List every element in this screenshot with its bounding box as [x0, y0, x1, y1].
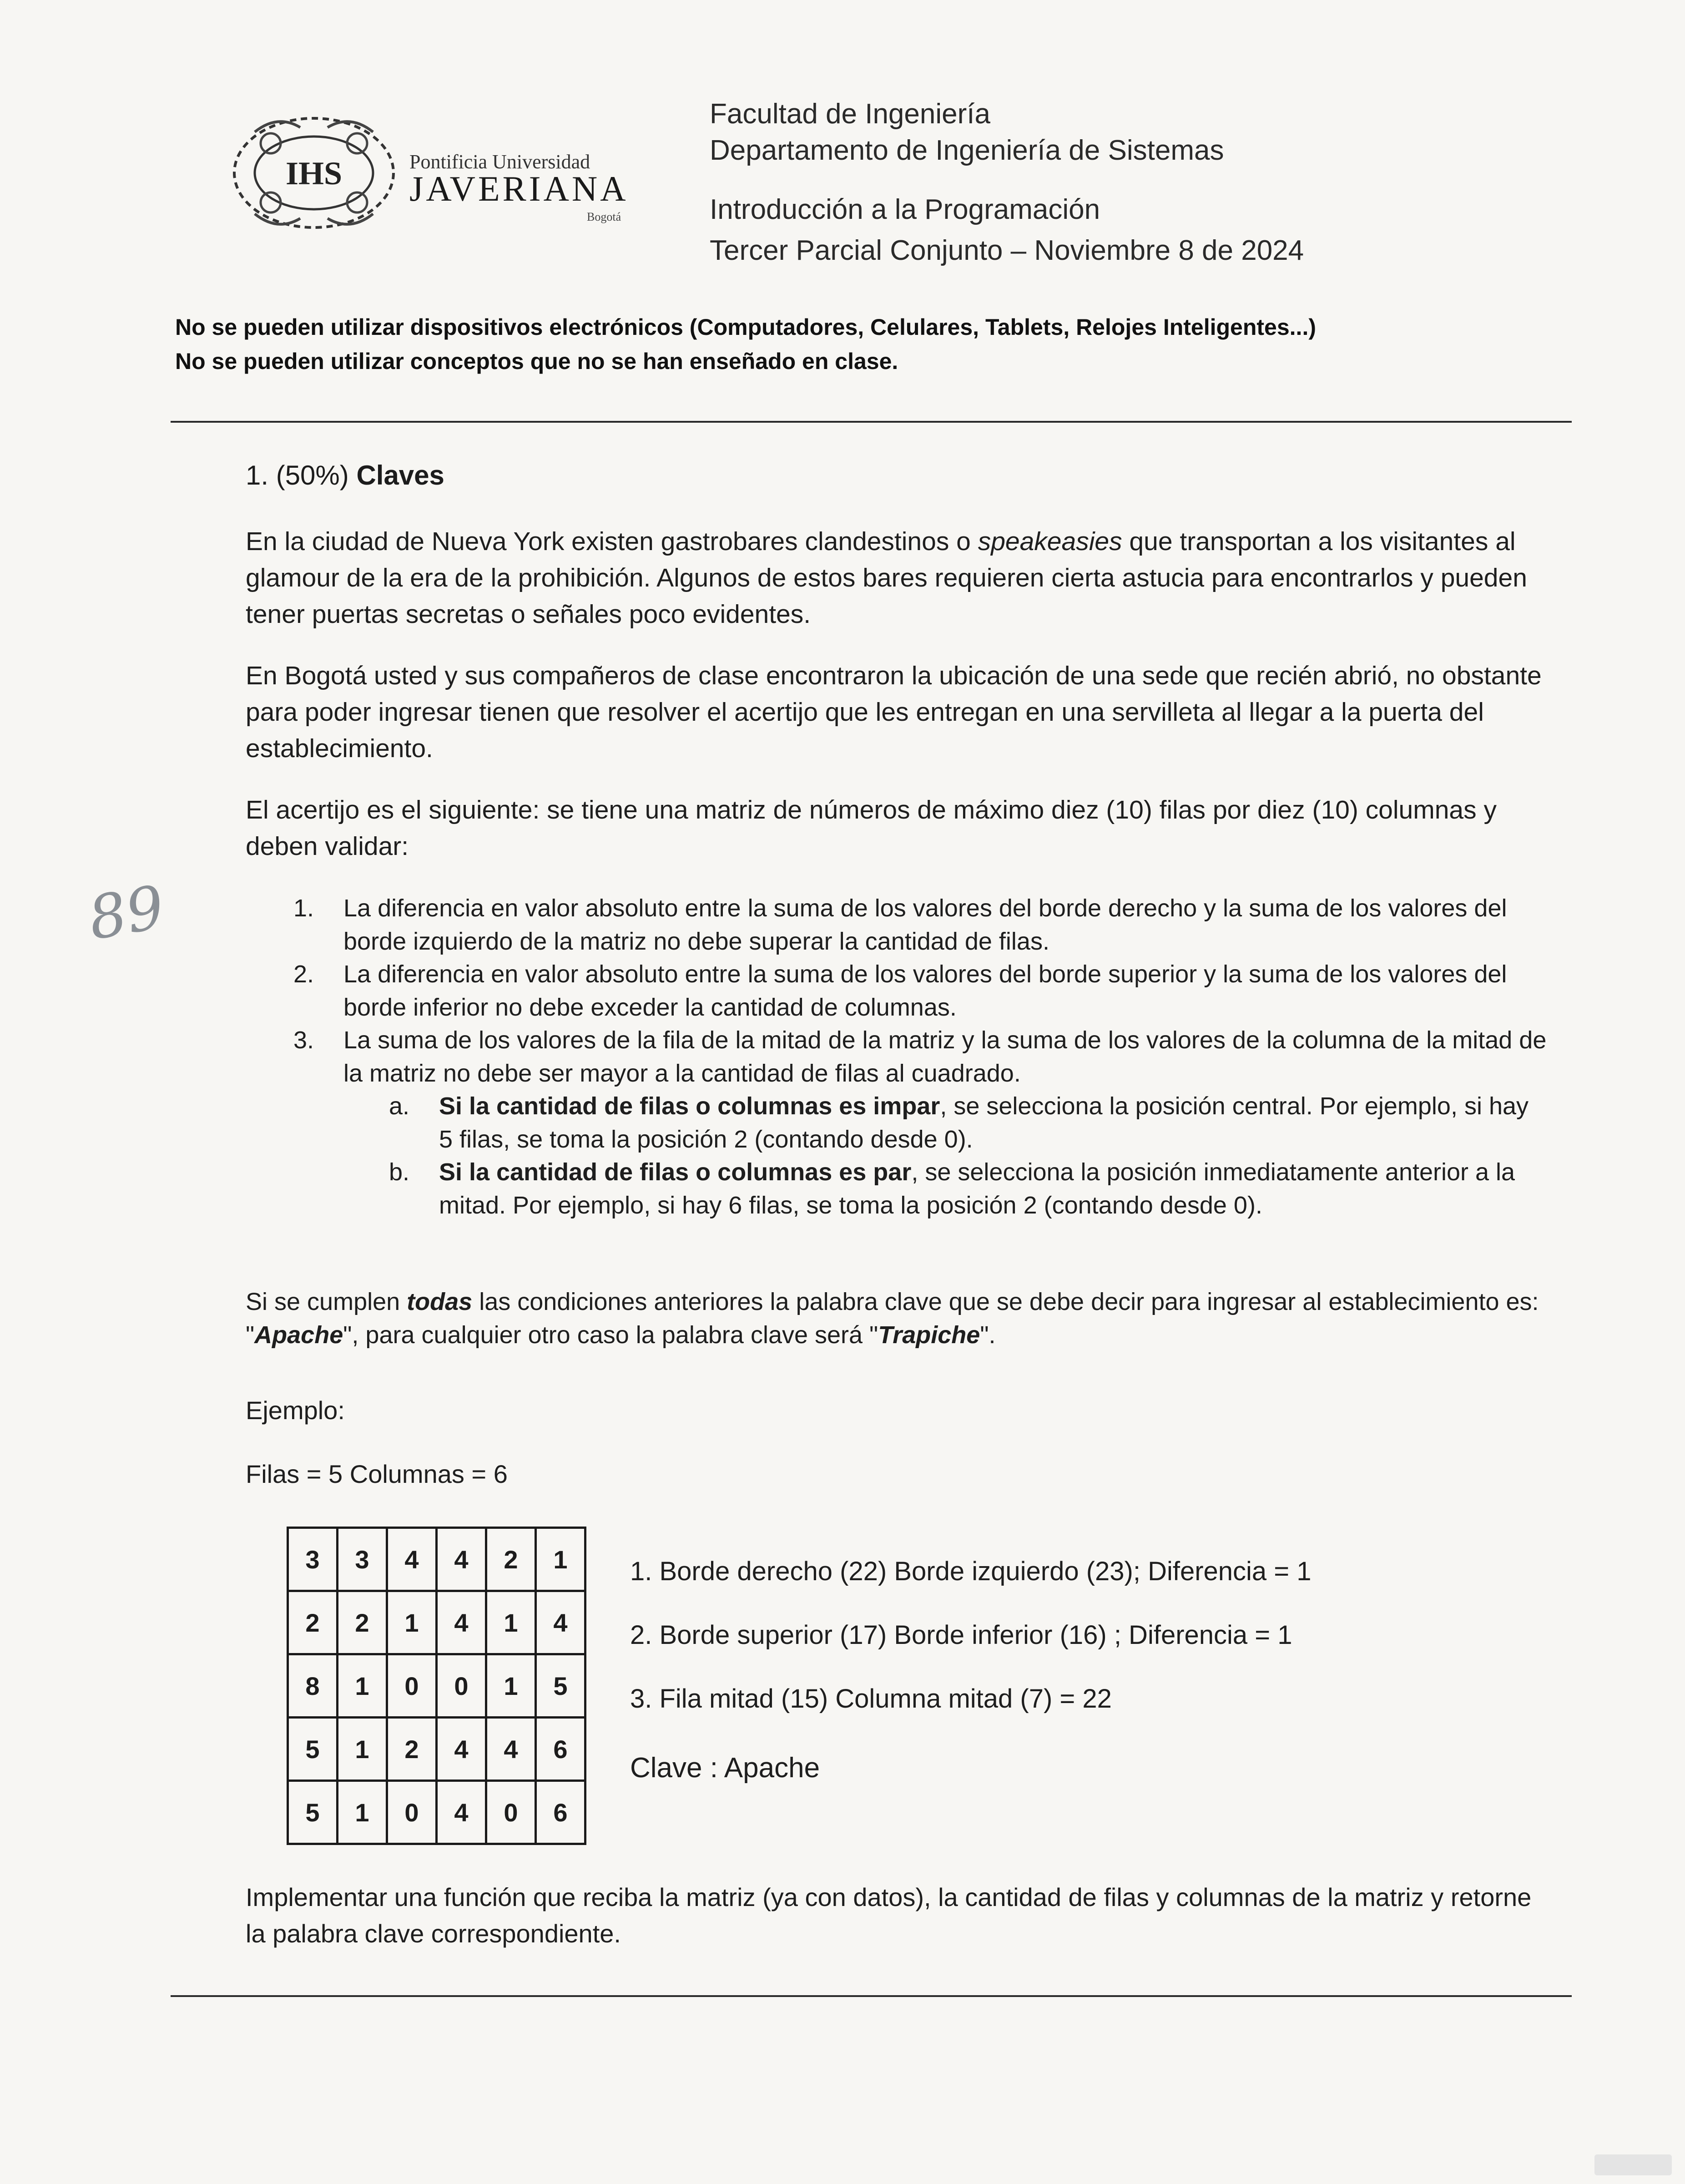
course-line: Introducción a la Programación — [710, 194, 1100, 225]
scanner-watermark-icon — [1594, 2154, 1672, 2175]
matrix-row — [288, 1528, 585, 1591]
condition-item: 1. La diferencia en valor absoluto entre la suma de los valores del borde derecho y la suma de los valores del borde izquierdo de la matriz no debe superar la cantidad de filas. — [293, 895, 1507, 955]
result-line: 3. Fila mitad (15) Columna mitad (7) = 22 — [630, 1684, 1112, 1714]
keyword-paragraph: Si se cumplen todas las condiciones anteriores la palabra clave que se debe decir para ingresar al establecimiento es: "Apache", para cualquier otro caso la palabra clave será "Trapiche". — [246, 1288, 1539, 1349]
university-small-name: Pontificia Universidad — [409, 151, 590, 173]
department-line: Departamento de Ingeniería de Sistemas — [710, 135, 1224, 166]
bottom-divider — [171, 1995, 1572, 1997]
university-logo — [227, 105, 651, 241]
university-city: Bogotá — [587, 210, 621, 223]
matrix-cell: 6 — [536, 1718, 585, 1781]
intro-paragraph-3: El acertijo es el siguiente: se tiene una matriz de números de máximo diez (10) filas por diez (10) columnas y deben validar: — [246, 795, 1497, 861]
matrix-cell: 5 — [288, 1781, 338, 1844]
matrix-cell: 1 — [338, 1654, 387, 1718]
matrix-cell: 1 — [387, 1591, 437, 1654]
subcondition-item: a. Si la cantidad de filas o columnas es impar, se selecciona la posición central. Por ejemplo, si hay 5 filas, se toma la posición 2 (contando desde 0). — [389, 1092, 1529, 1153]
matrix-cell: 1 — [486, 1654, 536, 1718]
condition-item: 3. La suma de los valores de la fila de la mitad de la matriz y la suma de los valores de la columna de la mitad de la matriz no debe ser mayor a la cantidad de filas al cuadrado. — [293, 1026, 1547, 1087]
result-keyword: Clave : Apache — [630, 1752, 820, 1784]
matrix-cell: 4 — [437, 1528, 486, 1591]
matrix-cell: 2 — [338, 1591, 387, 1654]
rule-concepts: No se pueden utilizar conceptos que no se han enseñado en clase. — [175, 349, 898, 374]
keyword-apache: Apache — [254, 1321, 343, 1349]
subcondition-item: b. Si la cantidad de filas o columnas es par, se selecciona la posición inmediatamente anterior a la mitad. Por ejemplo, si hay 6 filas, se toma la posición 2 (contando desde 0). — [389, 1158, 1515, 1219]
matrix-cell: 1 — [486, 1591, 536, 1654]
matrix-cell: 1 — [536, 1528, 585, 1591]
question-title: Claves — [356, 460, 444, 490]
faculty-line: Facultad de Ingeniería — [710, 98, 990, 130]
speakeasies-term: speakeasies — [978, 527, 1122, 556]
condition-item: 2. La diferencia en valor absoluto entre la suma de los valores del borde superior y la suma de los valores del borde inferior no debe exceder la cantidad de columnas. — [293, 961, 1507, 1021]
matrix-cell: 1 — [338, 1718, 387, 1781]
matrix-cell: 4 — [387, 1528, 437, 1591]
example-label: Ejemplo: — [246, 1396, 345, 1425]
matrix-cell: 4 — [536, 1591, 585, 1654]
task-paragraph: Implementar una función que reciba la matriz (ya con datos), la cantidad de filas y columnas de la matriz y retorne la palabra clave correspondiente. — [246, 1883, 1532, 1948]
rule-electronic-devices: No se pueden utilizar dispositivos electrónicos (Computadores, Celulares, Tablets, Relojes Inteligentes...) — [175, 314, 1316, 340]
matrix-cell: 5 — [288, 1718, 338, 1781]
keyword-trapiche: Trapiche — [878, 1321, 980, 1349]
matrix-cell: 0 — [486, 1781, 536, 1844]
matrix-cell: 1 — [338, 1781, 387, 1844]
exam-line: Tercer Parcial Conjunto – Noviembre 8 de 2024 — [710, 235, 1304, 266]
matrix-cell: 6 — [536, 1781, 585, 1844]
result-line: 2. Borde superior (17) Borde inferior (16) ; Diferencia = 1 — [630, 1620, 1292, 1650]
matrix-cell: 2 — [486, 1528, 536, 1591]
matrix-cell: 4 — [437, 1591, 486, 1654]
matrix-row — [288, 1654, 585, 1718]
matrix-cell: 3 — [288, 1528, 338, 1591]
university-seal-icon — [227, 105, 400, 241]
handwritten-grade: 89 — [83, 872, 170, 954]
example-matrix — [287, 1527, 586, 1845]
matrix-cell: 3 — [338, 1528, 387, 1591]
matrix-row — [288, 1781, 585, 1844]
top-divider — [171, 421, 1572, 423]
matrix-cell: 4 — [437, 1781, 486, 1844]
matrix-cell: 2 — [288, 1591, 338, 1654]
matrix-cell: 0 — [437, 1654, 486, 1718]
example-dimensions: Filas = 5 Columnas = 6 — [246, 1460, 508, 1488]
matrix-cell: 2 — [387, 1718, 437, 1781]
matrix-cell: 0 — [387, 1654, 437, 1718]
matrix-cell: 8 — [288, 1654, 338, 1718]
result-line: 1. Borde derecho (22) Borde izquierdo (23); Diferencia = 1 — [630, 1557, 1312, 1586]
intro-paragraph-1: En la ciudad de Nueva York existen gastrobares clandestinos o speakeasies que transportan a los visitantes al glamour de la era de la prohibición. Algunos de estos bares requieren cierta astucia para encontrarlos y pueden tener puertas secretas o señales poco evidentes. — [246, 527, 1527, 629]
matrix-cell: 4 — [437, 1718, 486, 1781]
matrix-cell: 4 — [486, 1718, 536, 1781]
matrix-cell: 5 — [536, 1654, 585, 1718]
question-number: 1. (50%) — [246, 460, 349, 490]
matrix-row — [288, 1718, 585, 1781]
question-heading — [246, 460, 444, 491]
intro-paragraph-2: En Bogotá usted y sus compañeros de clase encontraron la ubicación de una sede que recién abrió, no obstante para poder ingresar tienen que resolver el acertijo que les entregan en una servilleta al llegar a la puerta del establecimiento. — [246, 661, 1542, 763]
matrix-cell: 0 — [387, 1781, 437, 1844]
university-name: JAVERIANA — [409, 169, 629, 208]
svg-text:IHS: IHS — [285, 155, 343, 192]
matrix-row — [288, 1591, 585, 1654]
